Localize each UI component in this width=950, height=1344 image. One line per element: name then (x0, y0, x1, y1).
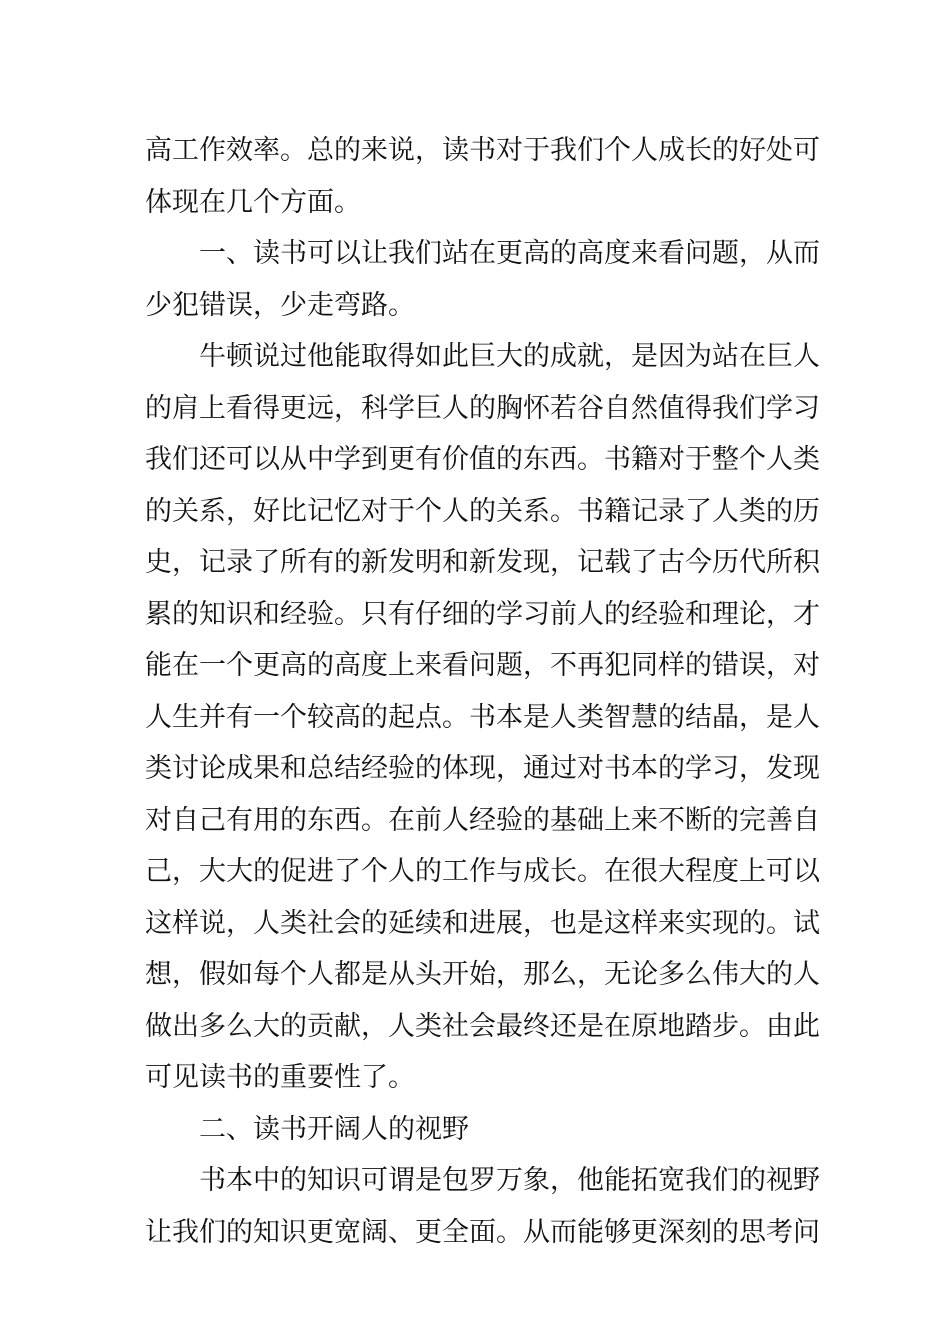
text-line: 二、读书开阔人的视野 (199, 1113, 469, 1145)
paragraph-4-heading (145, 1104, 809, 1156)
text-line: 可见读书的重要性了。 (145, 1062, 415, 1093)
paragraph-5 (145, 1155, 820, 1258)
text-line: 我们还可以从中学到更有价值的东西。书籍对于整个人类 (145, 444, 820, 475)
text-line: 让我们的知识更宽阔、更全面。从而能够更深刻的思考问 (145, 1216, 820, 1248)
text-line: 类讨论成果和总结经验的体现，通过对书本的学习，发现 (145, 753, 820, 784)
text-line: 的肩上看得更远，科学巨人的胸怀若谷自然值得我们学习 (145, 392, 820, 424)
text-line: 一、读书可以让我们站在更高的高度来看问题，从而 (199, 238, 820, 269)
text-line: 少犯错误，少走弯路。 (145, 289, 415, 321)
text-line: 高工作效率。总的来说，读书对于我们个人成长的好处可 (145, 135, 820, 166)
text-line: 史，记录了所有的新发明和新发现，记载了古今历代所积 (145, 547, 820, 578)
text-line: 做出多么大的贡献，人类社会最终还是在原地踏步。由此 (145, 1010, 820, 1042)
text-line: 书本中的知识可谓是包罗万象，他能拓宽我们的视野 (199, 1165, 820, 1196)
text-line: 牛顿说过他能取得如此巨大的成就，是因为站在巨人 (199, 341, 820, 372)
text-line: 累的知识和经验。只有仔细的学习前人的经验和理论，才 (145, 598, 820, 630)
text-line: 的关系，好比记忆对于个人的关系。书籍记录了人类的历 (145, 495, 820, 527)
paragraph-2-heading (145, 228, 820, 331)
paragraph-3 (145, 331, 820, 1104)
text-line: 体现在几个方面。 (145, 186, 361, 218)
text-line: 这样说，人类社会的延续和进展，也是这样来实现的。试 (145, 907, 820, 939)
document-body (145, 125, 820, 1258)
text-line: 想，假如每个人都是从头开始，那么，无论多么伟大的人 (145, 959, 820, 990)
text-line: 己，大大的促进了个人的工作与成长。在很大程度上可以 (145, 856, 820, 887)
paragraph-1 (145, 125, 820, 228)
text-line: 对自己有用的东西。在前人经验的基础上来不断的完善自 (145, 804, 820, 836)
text-line: 能在一个更高的高度上来看问题，不再犯同样的错误，对 (145, 650, 820, 681)
text-line: 人生并有一个较高的起点。书本是人类智慧的结晶，是人 (145, 701, 820, 733)
